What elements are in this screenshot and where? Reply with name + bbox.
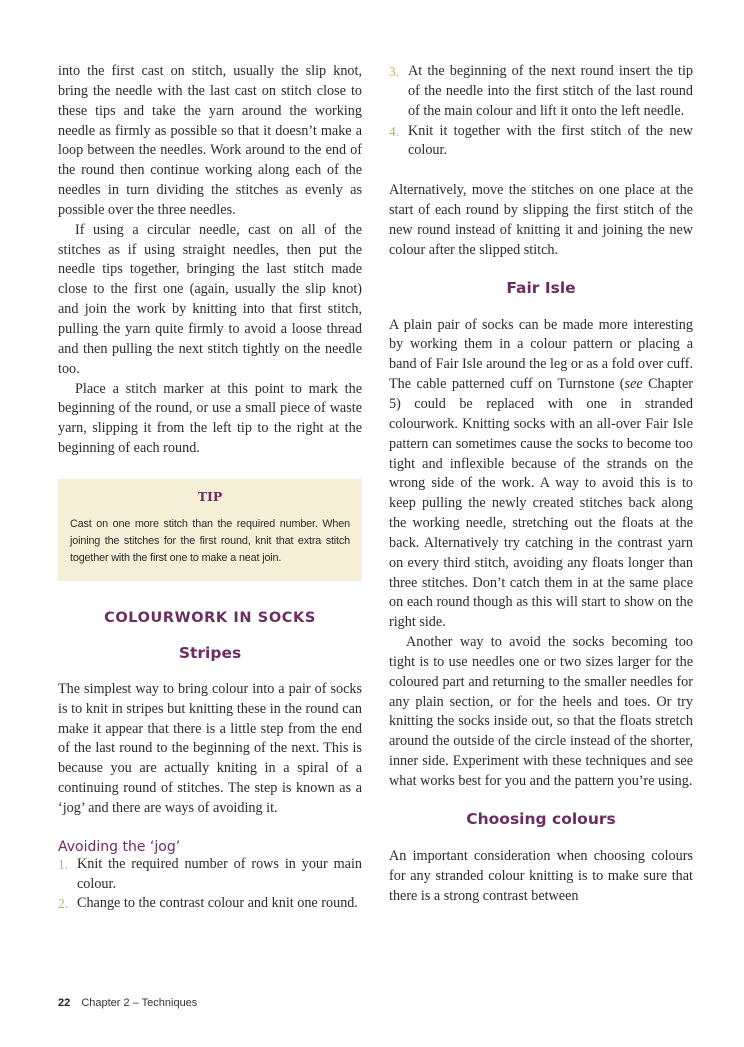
list-item <box>58 855 362 895</box>
tip-title: TIP <box>197 488 223 504</box>
list-number: 4. <box>389 123 400 139</box>
body-paragraph: An important consideration when choosing colours for any stranded colour knitting is to make sure that there is a strong contrast between <box>389 847 693 904</box>
body-paragraph: into the first cast on stitch, usually the slip knot, bring the needle with the last cast on stitch close to these tips and take the yarn around the working needle as firmly as possible so that it doesn’t make a loop between the needles. Work around to the end of the round then continue working along each of the needles in turn dividing the stitches as evenly as possible over the three needles. <box>58 63 362 218</box>
body-paragraph: If using a circular needle, cast on all of the stitches as if using straight needles, then put the needle tips together, bringing the last stitch made close to the first one (again, usually the slip knot) and join the work by knitting into that first stitch, pulling the yarn quite firmly to avoid a loose thread and then pulling the next stitch tightly on the needle too. <box>58 221 362 377</box>
page-number: 22 <box>58 997 71 1009</box>
body-paragraph: Alternatively, move the stitches on one place at the start of each round by slipping the first stitch of the new round instead of knitting it and joining the new colour after the slipped stitch. <box>389 182 693 258</box>
body-paragraph: Place a stitch marker at this point to mark the beginning of the round, or use a small piece of waste yarn, slipping it from the left tip to the right at the beginning of each round. <box>58 380 362 457</box>
list-number: 2. <box>58 896 69 912</box>
body-paragraph <box>389 316 693 634</box>
section-heading: COLOURWORK IN SOCKS <box>104 609 316 626</box>
list-item <box>389 122 693 162</box>
left-column <box>58 62 362 914</box>
list-item <box>389 62 693 122</box>
page-footer <box>58 997 197 1009</box>
list-number: 3. <box>389 64 400 79</box>
text-run: Chapter 5) could be replaced with one in stranded colourwork. Knitting socks with an all-over Fair Isle pattern can sometimes cause the socks to become too tight and inflexible because of the strands on the wrong side of the work. A way to avoid this is to keep pulling the newly created stitches back along the working needle, stretching out the floats at the back. Alternatively try catching in the contrast yarn on every third stitch, avoiding any floats longer than three stitches. Don’t catch them in at the same place on each round though as this will start to show on the right side. <box>389 376 694 631</box>
list-item <box>58 894 362 914</box>
right-column <box>389 62 693 906</box>
list-text: Change to the contrast colour and knit one round. <box>77 895 358 912</box>
subsection-heading: Fair Isle <box>506 278 576 297</box>
tip-box <box>58 479 362 581</box>
subsection-heading: Stripes <box>178 643 242 662</box>
list-text: At the beginning of the next round insert the tip of the needle into the first stitch of the last round of the main colour and lift it onto the left needle. <box>408 63 693 119</box>
see-reference: see <box>624 376 643 393</box>
numbered-list <box>58 855 362 915</box>
chapter-label: Chapter 2 – Techniques <box>81 997 198 1009</box>
list-number: 1. <box>58 856 69 872</box>
subsection-heading: Choosing colours <box>466 809 616 828</box>
text-run: A plain pair of socks can be made more interesting by working them in a colour pattern or placing a band of Fair Isle around the leg or as a fold over cuff. The cable patterned cuff on Turnstone ( <box>389 316 693 393</box>
body-paragraph: Another way to avoid the socks becoming too tight is to use needles one or two sizes larger for the coloured part and returning to the smaller needles for any plain section, or for the heels and toes. Or try knitting the socks inside out, so that the floats stretch around the outside of the circle instead of the shorter, inner side. Experiment with these techniques and see what works best for you and the pattern you’re using. <box>389 634 693 789</box>
tip-text: Cast on one more stitch than the required number. When joining the stitches for the first round, knit that extra stitch together with the first one to make a neat join. <box>70 517 350 564</box>
minor-heading: Avoiding the ‘jog’ <box>58 838 181 855</box>
list-text: Knit the required number of rows in your main colour. <box>77 855 362 892</box>
list-text: Knit it together with the first stitch of the new colour. <box>408 122 693 159</box>
numbered-list <box>389 62 693 161</box>
body-paragraph: The simplest way to bring colour into a pair of socks is to knit in stripes but knitting these in the round can make it appear that there is a little step from the end of the last round to the beginning of the next. This is because you are actually kniting in a spiral of a continuing round of stitches. The step is known as a ‘jog’ and there are ways of avoiding it. <box>58 680 362 816</box>
